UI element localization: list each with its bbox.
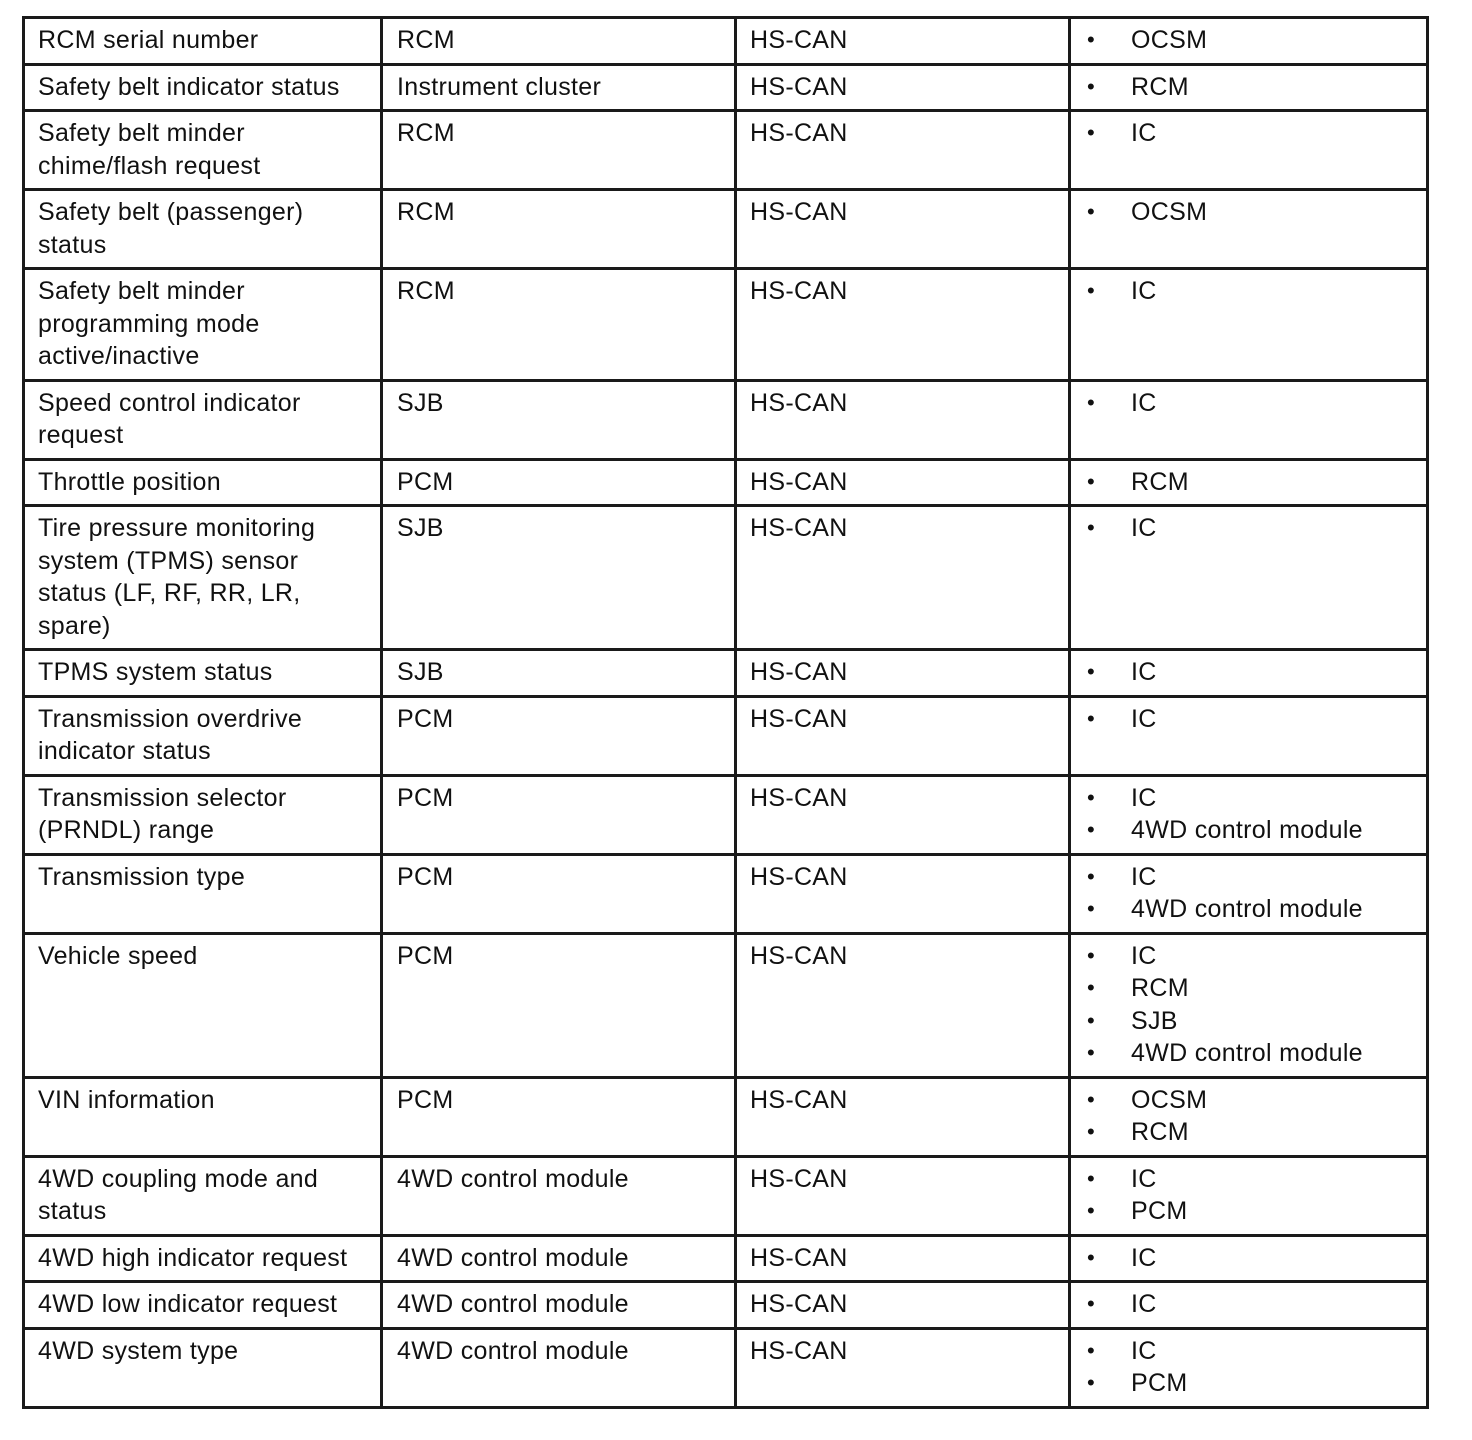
receivers-cell <box>1070 380 1428 459</box>
table-row <box>24 111 1428 190</box>
receiver-item: • RCM <box>1083 466 1414 499</box>
table-row <box>24 506 1428 650</box>
receivers-cell <box>1070 933 1428 1077</box>
bus-cell: HS-CAN <box>736 1328 1070 1407</box>
table-row <box>24 854 1428 933</box>
bus-cell: HS-CAN <box>736 933 1070 1077</box>
receiver-item: • RCM <box>1083 972 1414 1005</box>
source-cell: SJB <box>382 650 736 697</box>
bus-cell: HS-CAN <box>736 380 1070 459</box>
receiver-item: • IC <box>1083 940 1414 973</box>
message-cell: 4WD high indicator request <box>24 1235 382 1282</box>
receiver-item: • PCM <box>1083 1195 1414 1228</box>
receiver-item: • IC <box>1083 1288 1414 1321</box>
source-cell: RCM <box>382 269 736 381</box>
table-row <box>24 459 1428 506</box>
receiver-item: • IC <box>1083 1242 1414 1275</box>
source-cell: PCM <box>382 775 736 854</box>
receiver-list <box>1083 861 1414 926</box>
bus-cell: HS-CAN <box>736 650 1070 697</box>
message-cell: Vehicle speed <box>24 933 382 1077</box>
message-cell: Transmission selector (PRNDL) range <box>24 775 382 854</box>
bus-cell: HS-CAN <box>736 775 1070 854</box>
source-cell: PCM <box>382 854 736 933</box>
receiver-list <box>1083 1163 1414 1228</box>
source-cell: RCM <box>382 18 736 65</box>
receiver-item: • IC <box>1083 1335 1414 1368</box>
message-cell: Tire pressure monitoring system (TPMS) sensor status (LF, RF, RR, LR, spare) <box>24 506 382 650</box>
receiver-item: • 4WD control module <box>1083 893 1414 926</box>
table-body <box>24 18 1428 1408</box>
table-row <box>24 696 1428 775</box>
message-cell: 4WD coupling mode and status <box>24 1156 382 1235</box>
bus-cell: HS-CAN <box>736 1235 1070 1282</box>
receiver-item: • IC <box>1083 275 1414 308</box>
message-cell: Transmission type <box>24 854 382 933</box>
receiver-list <box>1083 1288 1414 1321</box>
bus-cell: HS-CAN <box>736 1156 1070 1235</box>
table-row <box>24 190 1428 269</box>
receiver-list <box>1083 275 1414 308</box>
table-row <box>24 269 1428 381</box>
receiver-item: • OCSM <box>1083 24 1414 57</box>
receivers-cell <box>1070 459 1428 506</box>
receiver-item: • RCM <box>1083 1116 1414 1149</box>
message-cell: RCM serial number <box>24 18 382 65</box>
bus-cell: HS-CAN <box>736 1077 1070 1156</box>
receivers-cell <box>1070 1328 1428 1407</box>
receivers-cell <box>1070 1077 1428 1156</box>
table-row <box>24 1077 1428 1156</box>
message-cell: 4WD system type <box>24 1328 382 1407</box>
receiver-list <box>1083 71 1414 104</box>
receiver-list <box>1083 782 1414 847</box>
receiver-list <box>1083 703 1414 736</box>
bus-cell: HS-CAN <box>736 269 1070 381</box>
message-cell: Safety belt minder chime/flash request <box>24 111 382 190</box>
message-cell: Throttle position <box>24 459 382 506</box>
message-cell: Safety belt (passenger) status <box>24 190 382 269</box>
bus-cell: HS-CAN <box>736 696 1070 775</box>
receiver-list <box>1083 117 1414 150</box>
bus-cell: HS-CAN <box>736 190 1070 269</box>
table-row <box>24 1235 1428 1282</box>
receiver-list <box>1083 1335 1414 1400</box>
receiver-item: • IC <box>1083 656 1414 689</box>
table-row <box>24 775 1428 854</box>
receiver-item: • 4WD control module <box>1083 1037 1414 1070</box>
receiver-item: • IC <box>1083 861 1414 894</box>
receivers-cell <box>1070 18 1428 65</box>
bus-cell: HS-CAN <box>736 18 1070 65</box>
source-cell: RCM <box>382 111 736 190</box>
receiver-item: • PCM <box>1083 1367 1414 1400</box>
receiver-list <box>1083 656 1414 689</box>
receiver-item: • 4WD control module <box>1083 814 1414 847</box>
receiver-list <box>1083 512 1414 545</box>
receiver-item: • IC <box>1083 117 1414 150</box>
message-cell: Transmission overdrive indicator status <box>24 696 382 775</box>
source-cell: 4WD control module <box>382 1282 736 1329</box>
receiver-list <box>1083 196 1414 229</box>
receiver-item: • IC <box>1083 703 1414 736</box>
source-cell: SJB <box>382 380 736 459</box>
receiver-item: • OCSM <box>1083 196 1414 229</box>
receivers-cell <box>1070 650 1428 697</box>
bus-cell: HS-CAN <box>736 1282 1070 1329</box>
receiver-item: • OCSM <box>1083 1084 1414 1117</box>
receiver-item: • IC <box>1083 512 1414 545</box>
message-cell: Safety belt minder programming mode active/inactive <box>24 269 382 381</box>
receiver-list <box>1083 1084 1414 1149</box>
receiver-list <box>1083 1242 1414 1275</box>
receivers-cell <box>1070 1235 1428 1282</box>
receiver-item: • IC <box>1083 782 1414 815</box>
message-cell: 4WD low indicator request <box>24 1282 382 1329</box>
receivers-cell <box>1070 190 1428 269</box>
table-row <box>24 380 1428 459</box>
receiver-list <box>1083 466 1414 499</box>
table-row <box>24 650 1428 697</box>
bus-cell: HS-CAN <box>736 854 1070 933</box>
table-row <box>24 1328 1428 1407</box>
receiver-item: • SJB <box>1083 1005 1414 1038</box>
source-cell: PCM <box>382 696 736 775</box>
table-row <box>24 64 1428 111</box>
receiver-item: • RCM <box>1083 71 1414 104</box>
network-message-table <box>22 16 1429 1409</box>
source-cell: PCM <box>382 459 736 506</box>
receiver-list <box>1083 387 1414 420</box>
receivers-cell <box>1070 775 1428 854</box>
receivers-cell <box>1070 1282 1428 1329</box>
source-cell: Instrument cluster <box>382 64 736 111</box>
message-cell: Safety belt indicator status <box>24 64 382 111</box>
message-cell: Speed control indicator request <box>24 380 382 459</box>
receivers-cell <box>1070 269 1428 381</box>
receivers-cell <box>1070 64 1428 111</box>
bus-cell: HS-CAN <box>736 459 1070 506</box>
source-cell: PCM <box>382 1077 736 1156</box>
message-cell: VIN information <box>24 1077 382 1156</box>
receivers-cell <box>1070 506 1428 650</box>
source-cell: RCM <box>382 190 736 269</box>
receiver-item: • IC <box>1083 1163 1414 1196</box>
source-cell: 4WD control module <box>382 1235 736 1282</box>
source-cell: 4WD control module <box>382 1328 736 1407</box>
table-row <box>24 1156 1428 1235</box>
source-cell: SJB <box>382 506 736 650</box>
table-row <box>24 1282 1428 1329</box>
source-cell: PCM <box>382 933 736 1077</box>
receivers-cell <box>1070 111 1428 190</box>
receivers-cell <box>1070 696 1428 775</box>
receivers-cell <box>1070 1156 1428 1235</box>
receiver-item: • IC <box>1083 387 1414 420</box>
receiver-list <box>1083 24 1414 57</box>
receiver-list <box>1083 940 1414 1070</box>
source-cell: 4WD control module <box>382 1156 736 1235</box>
table-row <box>24 933 1428 1077</box>
receivers-cell <box>1070 854 1428 933</box>
bus-cell: HS-CAN <box>736 64 1070 111</box>
table-row <box>24 18 1428 65</box>
bus-cell: HS-CAN <box>736 111 1070 190</box>
bus-cell: HS-CAN <box>736 506 1070 650</box>
message-cell: TPMS system status <box>24 650 382 697</box>
